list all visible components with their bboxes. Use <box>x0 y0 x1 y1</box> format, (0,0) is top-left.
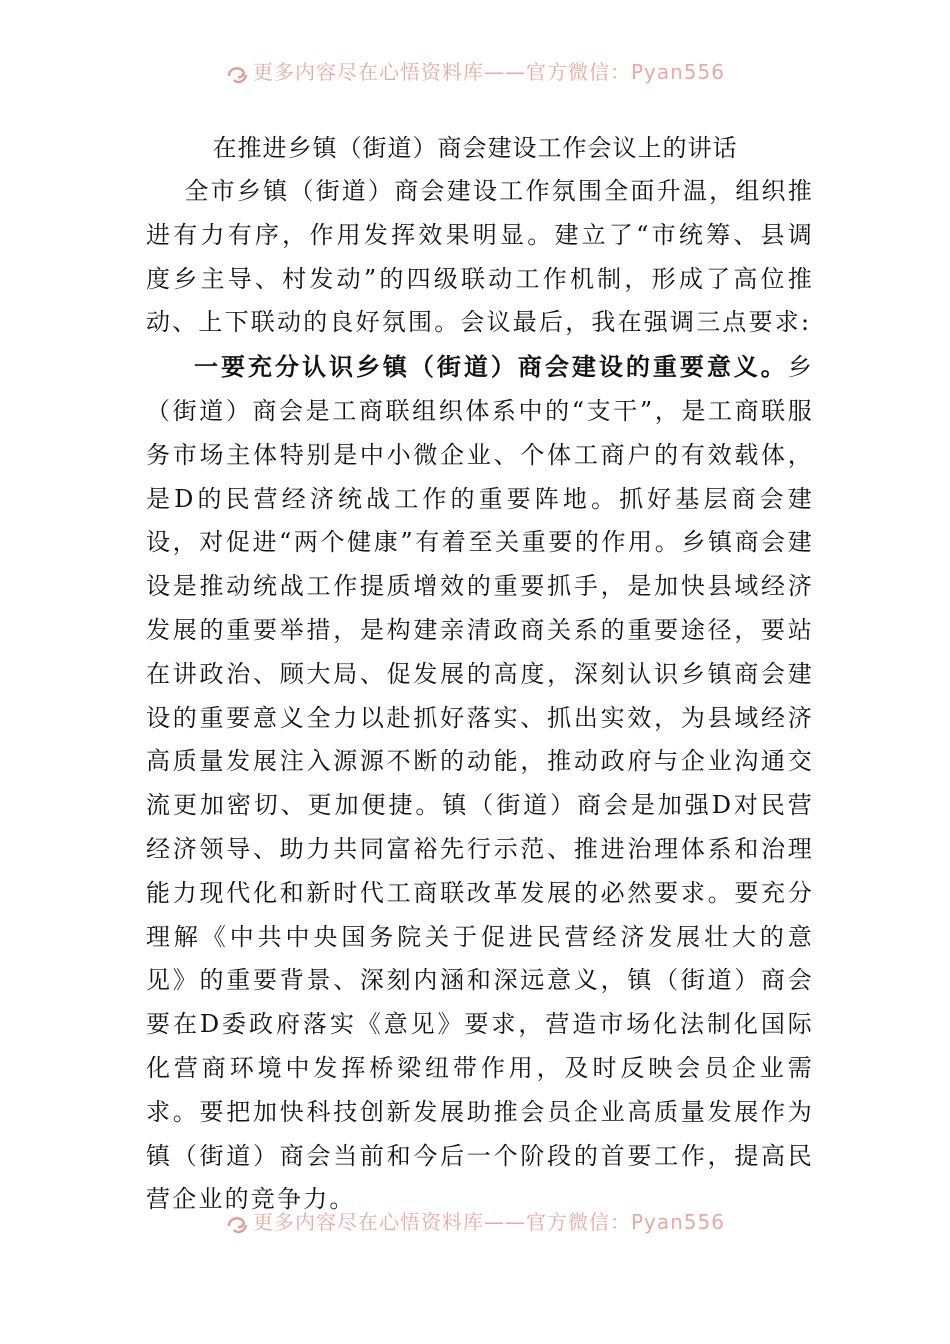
watermark-footer <box>0 1206 950 1236</box>
watermark-text: 更多内容尽在心悟资料库——官方微信：Pyan556 <box>252 1210 725 1234</box>
document-body <box>146 170 814 1222</box>
paragraph-point-one <box>146 345 814 1222</box>
watermark-text: 更多内容尽在心悟资料库——官方微信：Pyan556 <box>252 60 725 84</box>
paragraph-lead-heading: 一要充分认识乡镇（街道）商会建设的重要意义。 <box>194 352 788 382</box>
watermark-header <box>0 56 950 86</box>
logo-icon <box>225 1212 249 1236</box>
document-title: 在推进乡镇（街道）商会建设工作会议上的讲话 <box>212 134 738 162</box>
logo-icon <box>225 62 249 86</box>
paragraph-intro: 全市乡镇（街道）商会建设工作氛围全面升温，组织推进有力有序，作用发挥效果明显。建立了“市统筹、县调度乡主导、村发动”的四级联动工作机制，形成了高位推动、上下联动的良好氛围。会议最后，我在强调三点要求: <box>146 177 814 337</box>
paragraph-body: 乡（街道）商会是工商联组织体系中的“支干”，是工商联服务市场主体特别是中小微企业、个体工商户的有效载体，是D的民营经济统战工作的重要阵地。抓好基层商会建设，对促进“两个健康”有着至关重要的作用。乡镇商会建设是推动统战工作提质增效的重要抓手，是加快县域经济发展的重要举措，是构建亲清政商关系的重要途径，要站在讲政治、顾大局、促发展的高度，深刻认识乡镇商会建设的重要意义全力以赴抓好落实、抓出实效，为县域经济高质量发展注入源源不断的动能，推动政府与企业沟通交流更加密切、更加便捷。镇（街道）商会是加强D对民营经济领导、助力共同富裕先行示范、推进治理体系和治理能力现代化和新时代工商联改革发展的必然要求。要充分理解《中共中央国务院关于促进民营经济发展壮大的意见》的重要背景、深刻内涵和深远意义，镇（街道）商会要在D委政府落实《意见》要求，营造市场化法制化国际化营商环境中发挥桥梁纽带作用，及时反映会员企业需求。要把加快科技创新发展助推会员企业高质量发展作为镇（街道）商会当前和今后一个阶段的首要工作，提高民营企业的竞争力。 <box>146 353 814 1214</box>
